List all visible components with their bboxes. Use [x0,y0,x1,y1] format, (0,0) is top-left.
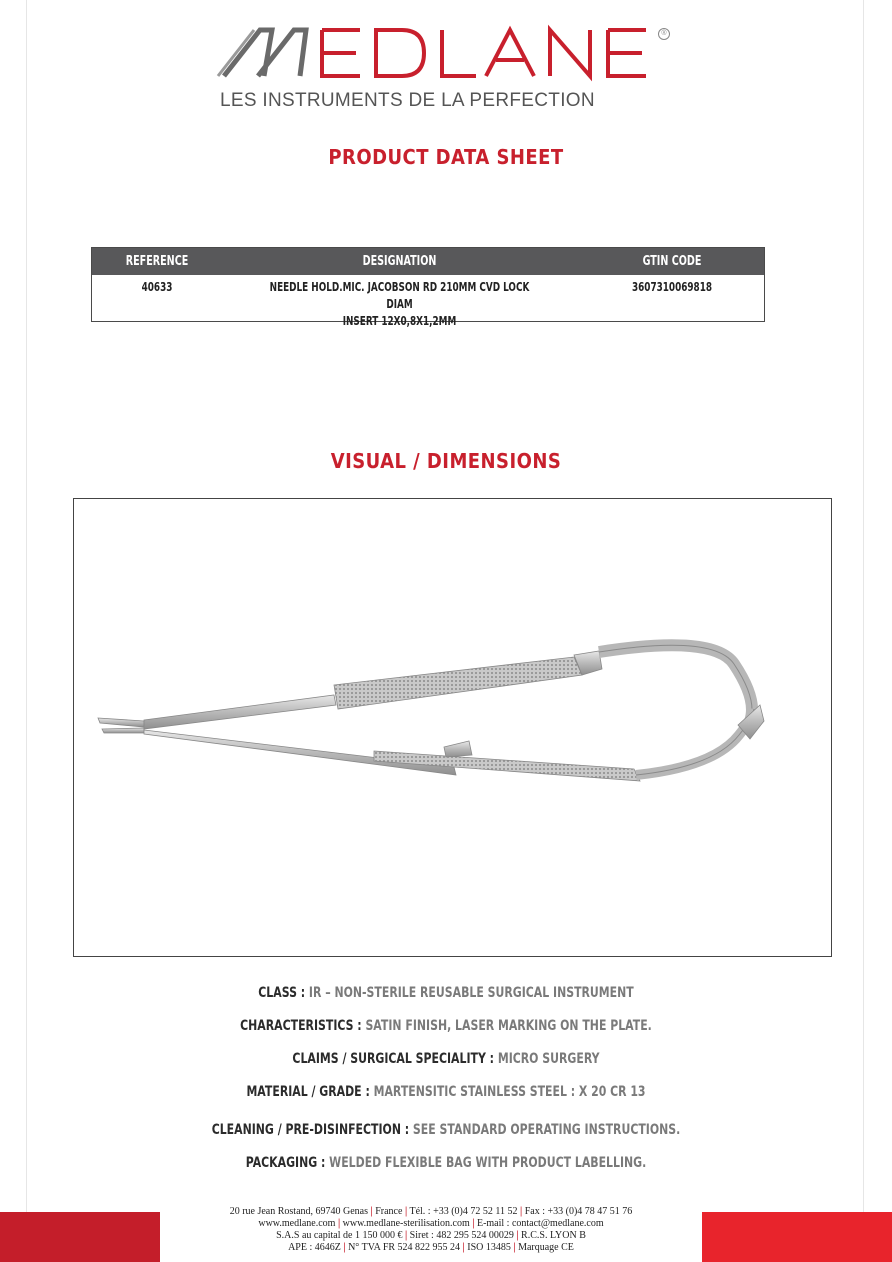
cell-gtin: 3607310069818 [631,280,713,294]
spec-class: CLASS : IR – NON-STERILE REUSABLE SURGICAL INSTRUMENT [258,985,634,1001]
logo-wordmark [210,22,680,88]
reference-table [91,247,765,328]
footer-bar-right [702,1212,892,1262]
sterilisation-website-link[interactable]: www.medlane-sterilisation.com [340,1218,473,1229]
company-footer [160,1206,702,1254]
registered-mark: ® [658,28,670,40]
footer-bar-left [0,1212,160,1262]
email-link[interactable]: E-mail : contact@medlane.com [474,1218,604,1229]
footer-web-line: www.medlane.com | www.medlane-sterilisation.com | E-mail : contact@medlane.com [258,1218,604,1229]
header-reference: REFERENCE [125,254,189,269]
footer-legal-line: S.A.S au capital de 1 150 000 € | Siret : 482 295 524 00029 | R.C.S. LYON B [276,1230,586,1241]
product-image-frame [73,498,832,957]
visual-dimensions-title: VISUAL / DIMENSIONS [330,449,562,473]
spec-claims: CLAIMS / SURGICAL SPECIALITY : MICRO SURGERY [292,1051,600,1067]
designation-line-1: NEEDLE HOLD.MIC. JACOBSON RD 210MM CVD LOCK DIAM [269,280,530,311]
footer-address-line: 20 rue Jean Rostand, 69740 Genas | France | Tél. : +33 (0)4 72 52 11 52 | Fax : +33 (0)4 78 47 51 76 [229,1206,633,1217]
spec-material: MATERIAL / GRADE : MARTENSITIC STAINLESS STEEL : X 20 CR 13 [246,1084,646,1100]
spec-packaging: PACKAGING : WELDED FLEXIBLE BAG WITH PRODUCT LABELLING. [245,1155,647,1171]
needle-holder-image [74,499,830,955]
header-gtin: GTIN CODE [642,254,702,269]
cell-designation [258,279,541,330]
brand-tagline: LES INSTRUMENTS DE LA PERFECTION [220,90,595,111]
product-data-sheet-title: PRODUCT DATA SHEET [328,145,564,169]
spec-characteristics: CHARACTERISTICS : SATIN FINISH, LASER MARKING ON THE PLATE. [240,1018,652,1034]
medlane-logo [210,22,680,114]
table-header [92,248,764,275]
designation-line-2: INSERT 12X0,8X1,2MM [342,314,457,328]
cell-reference: 40633 [141,280,173,294]
spec-cleaning: CLEANING / PRE-DISINFECTION : SEE STANDARD OPERATING INSTRUCTIONS. [211,1122,681,1138]
footer-registration-line: APE : 4646Z | N° TVA FR 524 822 955 24 | ISO 13485 | Marquage CE [288,1242,574,1253]
header-designation: DESIGNATION [362,254,437,269]
table-row [92,275,764,328]
website-link[interactable]: www.medlane.com [258,1218,338,1229]
